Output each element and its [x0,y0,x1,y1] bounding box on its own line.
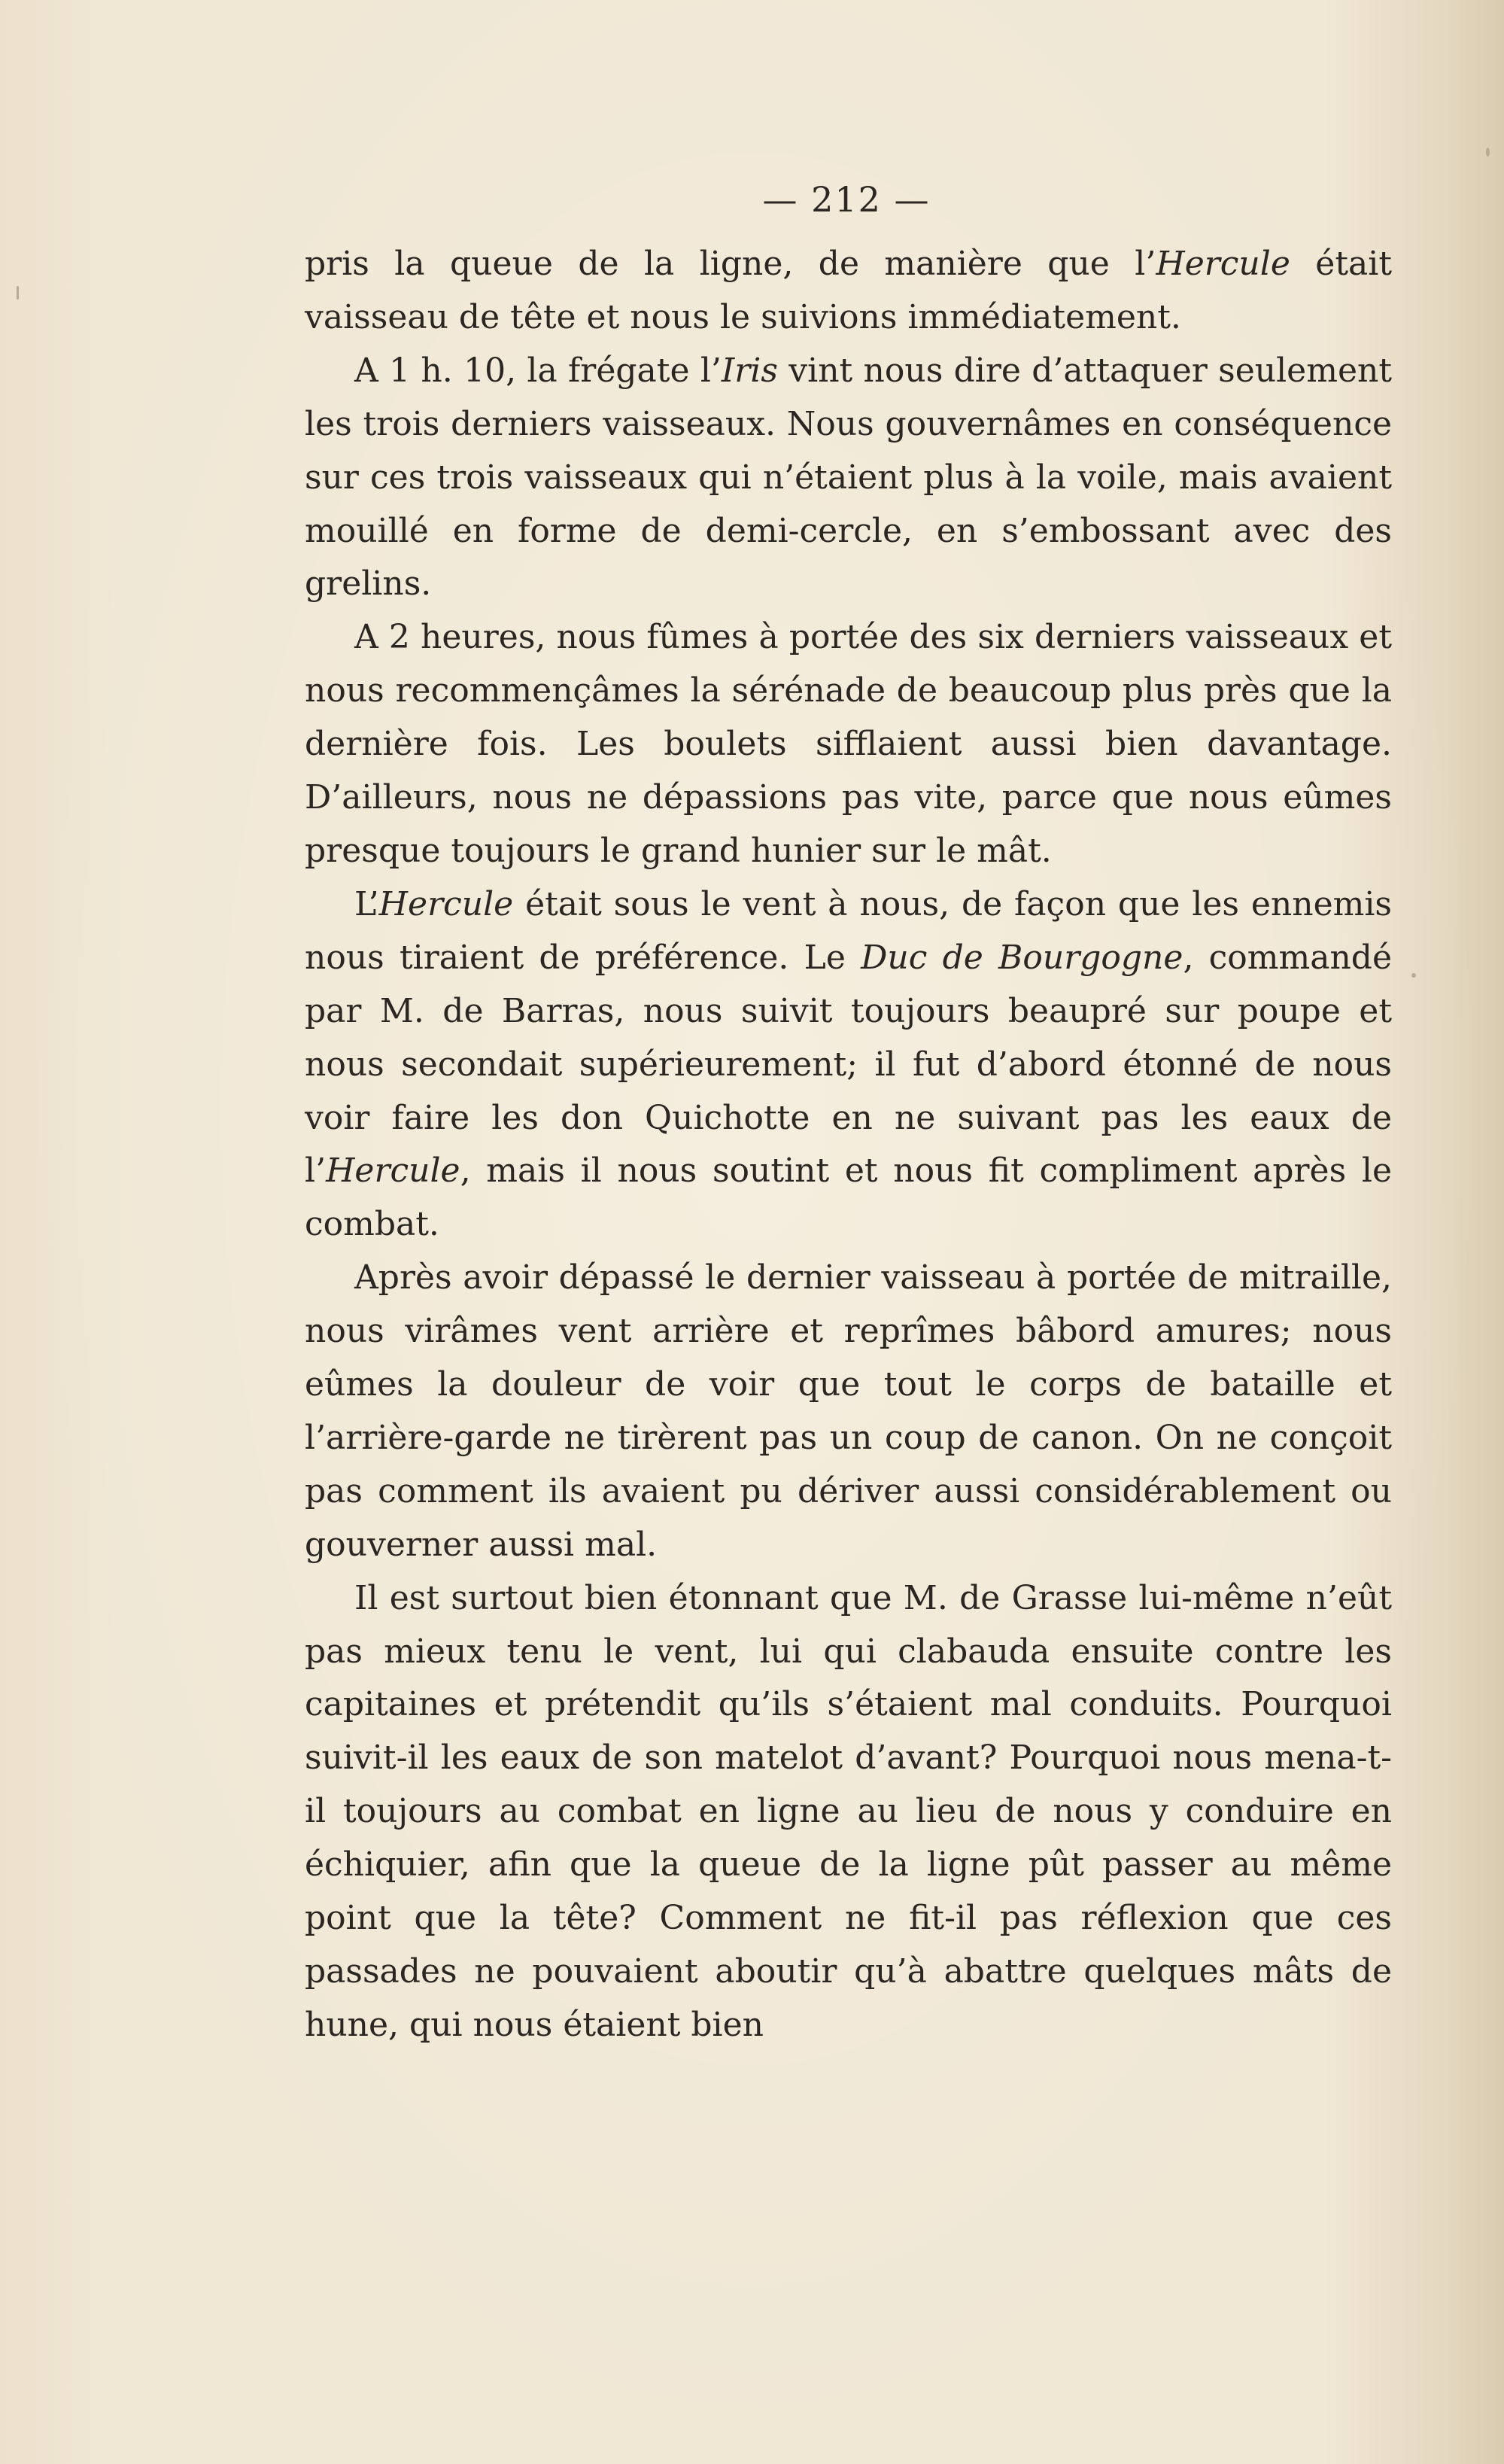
paragraph-2 [305,345,1392,612]
ship-name: Hercule [378,884,514,923]
paragraph-5 [305,1252,1392,1571]
text-span: était vaisseau de tête et nous le suivions immédiatement. [305,245,1393,336]
ship-name: Iris [721,351,778,390]
page-number: — 212 — [762,179,931,220]
ship-name: Duc de Bourgogne [861,938,1183,977]
text-span: Il est surtout bien étonnant que M. de Grasse lui-même n’eût pas mieux tenu le vent, lui qui clabauda ensuite contre les capitaines et prétendit qu’ils s’étaient mal conduits. Pourquoi suivit-il les eaux de son matelot d’avant? Pourquoi nous mena-t-il toujours au combat en ligne au lieu de nous y conduire en échiquier, afin que la queue de la ligne pût passer au même point que la tête? Comment ne fit-il pas réflexion que ces passades ne pouvaient aboutir qu’à abattre quelques mâts de hune, qui nous étaient bien [305,1578,1392,2044]
paragraph-6 [305,1572,1392,2052]
text-span: était sous le vent à nous, de façon que les ennemis nous tiraient de préférence. Le [305,884,1392,977]
body-text [305,238,1392,2052]
paragraph-3 [305,611,1392,878]
text-span: pris la queue de la ligne, de manière que l’ [305,245,1156,283]
paper-speck [1486,148,1490,157]
text-span: A 1 h. 10, la frégate l’ [354,351,722,390]
paper-speck [17,286,19,300]
text-span: L’ [354,884,379,923]
paper-speck [1411,973,1416,978]
text-span: Après avoir dépassé le dernier vaisseau à portée de mitraille, nous virâmes vent arrière et reprîmes bâbord amures; nous eûmes la douleur de voir que tout le corps de bataille et l’arrière-garde ne tirèrent pas un coup de canon. On ne conçoit pas comment ils avaient pu dériver aussi considérablement ou gouverner aussi mal. [305,1258,1392,1564]
ship-name: Hercule [326,1151,460,1191]
text-span: , commandé par M. de Barras, nous suivit toujours beaupré sur poupe et nous secondait supérieurement; il fut d’abord étonné de nous voir faire les don Quichotte en ne suivant pas les eaux de l’ [305,938,1392,1191]
text-span: , mais il nous soutint et nous fit compliment après le combat. [305,1151,1392,1244]
paragraph-1 [305,238,1392,345]
paragraph-4 [305,878,1392,1252]
ship-name: Hercule [1156,245,1290,283]
text-span: A 2 heures, nous fûmes à portée des six derniers vaisseaux et nous recommençâmes la sérénade de beaucoup plus près que la dernière fois. Les boulets sifflaient aussi bien davantage. D’ailleurs, nous ne dépassions pas vite, parce que nous eûmes presque toujours le grand hunier sur le mât. [305,618,1392,870]
text-span: vint nous dire d’attaquer seulement les trois derniers vaisseaux. Nous gouvernâmes en conséquence sur ces trois vaisseaux qui n’étaient plus à la voile, mais avaient mouillé en forme de demi-cercle, en s’embossant avec des grelins. [305,351,1393,604]
